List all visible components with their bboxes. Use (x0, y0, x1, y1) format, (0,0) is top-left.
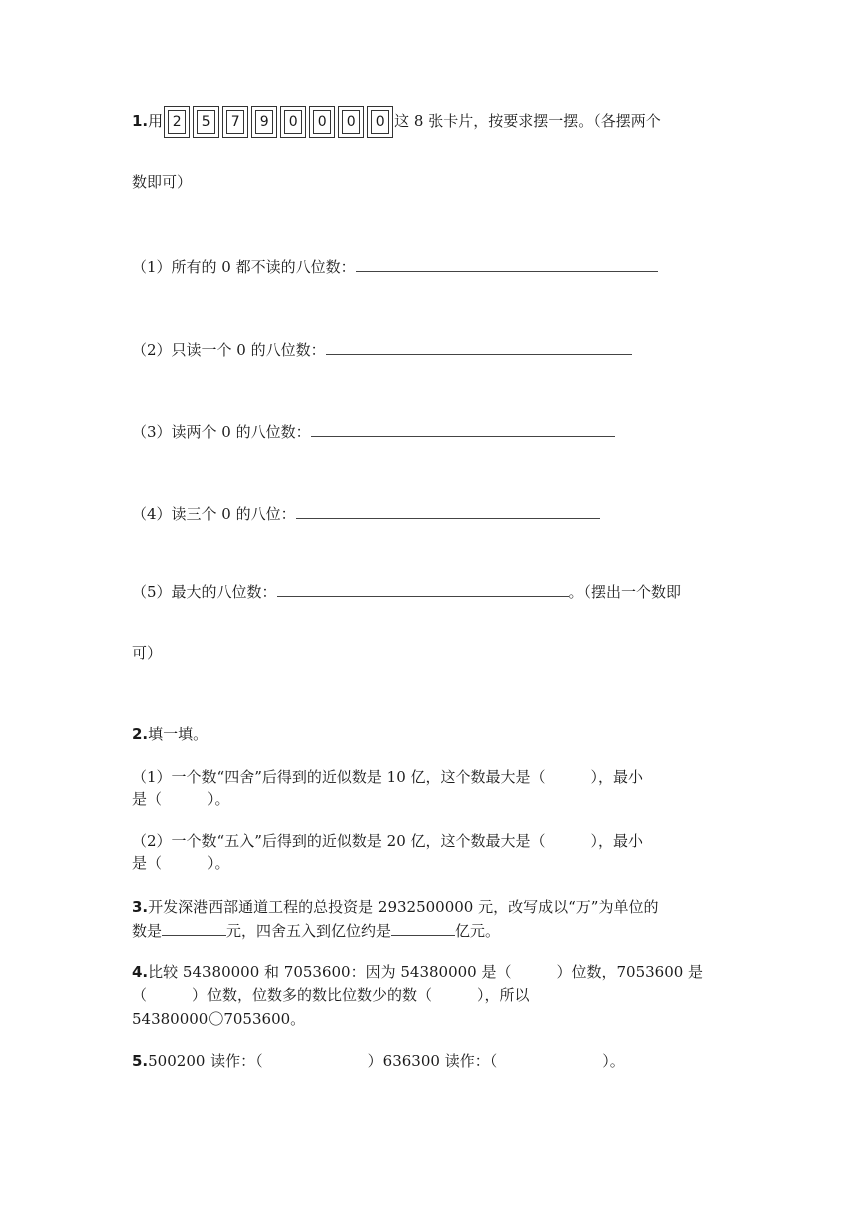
digit-card: 9 (251, 106, 277, 138)
q1-item-label: （4）读三个 0 的八位： (132, 505, 296, 523)
q1-item-label: （5）最大的八位数： (132, 583, 277, 601)
answer-blank[interactable] (391, 919, 455, 936)
answer-blank[interactable] (311, 420, 615, 437)
digit-card: 5 (193, 106, 219, 138)
q2-title (132, 724, 208, 744)
q3-text: 开发深港西部通道工程的总投资是 2932500000 元，改写成以“万”为单位的 (148, 898, 659, 916)
q1-item-tail: 。（摆出一个数即 (568, 583, 682, 601)
digit-card: 0 (309, 106, 335, 138)
q2-number: 2. (132, 725, 149, 743)
q3-line2 (132, 919, 500, 941)
q3-text-a: 数是 (132, 922, 163, 940)
q3-number: 3. (132, 898, 149, 916)
q1-item-label: （2）只读一个 0 的八位数： (132, 341, 326, 359)
q3-text-c: 亿元。 (455, 922, 501, 940)
q1-item-4 (132, 502, 600, 524)
digit-card: 0 (338, 106, 364, 138)
q1-number: 1. (132, 112, 149, 130)
q4-text: 比较 54380000 和 7053600：因为 54380000 是（ ）位数，7053600 是 (148, 963, 704, 981)
q1-line1 (132, 106, 661, 138)
q4-line2: （ ）位数，位数多的数比位数少的数（ ），所以 (132, 986, 530, 1004)
q4-line1 (132, 962, 703, 982)
q1-item-label: （1）所有的 0 都不读的八位数： (132, 258, 356, 276)
q5-line (132, 1051, 625, 1071)
answer-blank[interactable] (162, 919, 226, 936)
answer-blank[interactable] (356, 255, 658, 272)
q2-title-text: 填一填。 (148, 725, 209, 743)
q4-number: 4. (132, 963, 149, 981)
q3-text-b: 元，四舍五入到亿位约是 (226, 922, 392, 940)
q5-text: 500200 读作：（ ）636300 读作：（ ）。 (148, 1052, 625, 1070)
answer-blank[interactable] (296, 502, 600, 519)
q1-item-5-cont: 可） (132, 644, 163, 662)
q5-number: 5. (132, 1052, 149, 1070)
q1-cards (164, 106, 393, 138)
q1-suffix: 这 8 张卡片，按要求摆一摆。（各摆两个 (394, 112, 661, 130)
digit-card: 7 (222, 106, 248, 138)
q1-item-2 (132, 338, 632, 360)
q1-item-1 (132, 255, 658, 277)
q2-item2-line2: 是（ ）。 (132, 854, 230, 872)
answer-blank[interactable] (277, 580, 569, 597)
q1-item-3 (132, 420, 615, 442)
digit-card: 2 (164, 106, 190, 138)
digit-card: 0 (280, 106, 306, 138)
q4-line3: 54380000〇7053600。 (132, 1010, 306, 1028)
q1-item-label: （3）读两个 0 的八位数： (132, 423, 311, 441)
q1-suffix-cont: 数即可） (132, 173, 193, 191)
q1-item-5 (132, 580, 681, 602)
q2-item1-line1: （1）一个数“四舍”后得到的近似数是 10 亿，这个数最大是（ ），最小 (132, 768, 644, 786)
digit-card: 0 (367, 106, 393, 138)
q2-item2-line1: （2）一个数“五入”后得到的近似数是 20 亿，这个数最大是（ ），最小 (132, 832, 644, 850)
q1-prefix: 用 (148, 112, 164, 130)
q3-line1 (132, 897, 658, 917)
answer-blank[interactable] (326, 338, 632, 355)
q2-item1-line2: 是（ ）。 (132, 790, 230, 808)
